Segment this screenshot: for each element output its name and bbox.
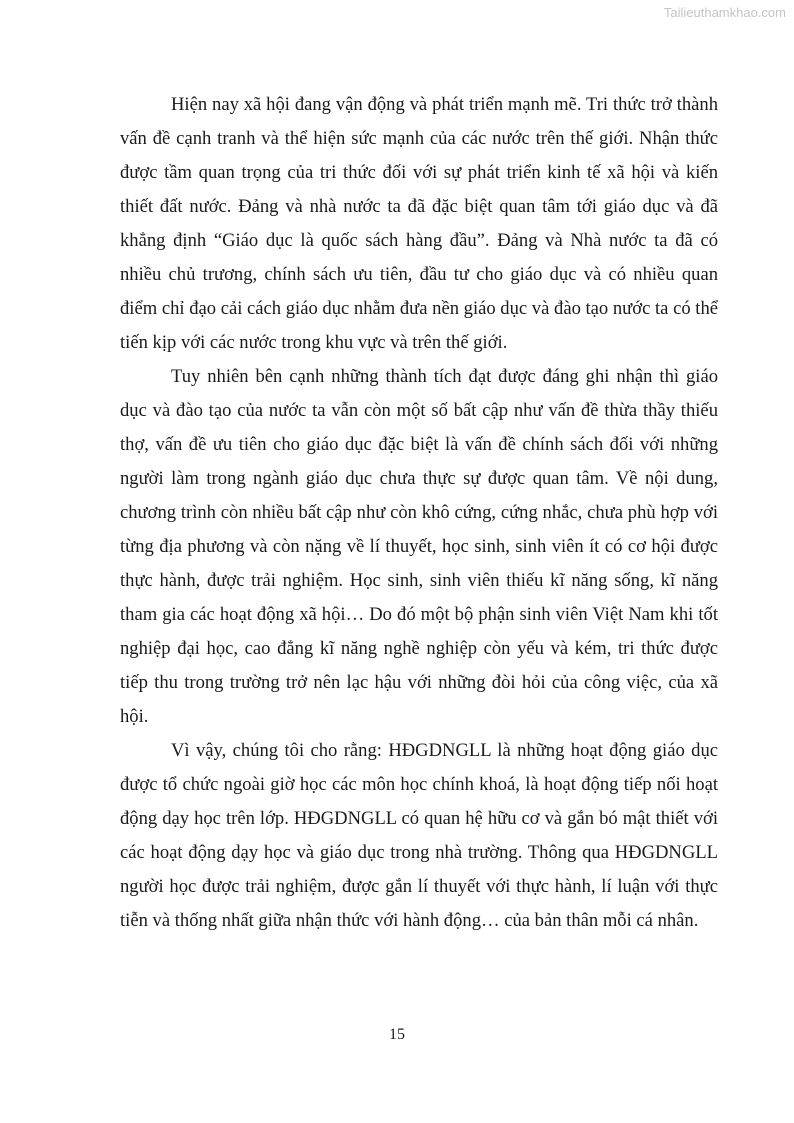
paragraph-2: Tuy nhiên bên cạnh những thành tích đạt được đáng ghi nhận thì giáo dục và đào tạo của nước ta vẫn còn một số bất cập như vấn đề thừa thầy thiếu thợ, vấn đề ưu tiên cho giáo dục đặc biệt là vấn đề chính sách đối với những người làm trong ngành giáo dục chưa thực sự được quan tâm. Về nội dung, chương trình còn nhiều bất cập như còn khô cứng, cứng nhắc, chưa phù hợp với từng địa phương và còn nặng về lí thuyết, học sinh, sinh viên ít có cơ hội được thực hành, được trải nghiệm. Học sinh, sinh viên thiếu kĩ năng sống, kĩ năng tham gia các hoạt động xã hội… Do đó một bộ phận sinh viên Việt Nam khi tốt nghiệp đại học, cao đẳng kĩ năng nghề nghiệp còn yếu và kém, tri thức được tiếp thu trong trường trở nên lạc hậu với những đòi hỏi của công việc, của xã hội. bbox=[120, 366, 718, 727]
watermark: Tailieuthamkhao.com bbox=[663, 5, 786, 20]
paragraph-3: Vì vậy, chúng tôi cho rằng: HĐGDNGLL là những hoạt động giáo dục được tổ chức ngoài giờ học các môn học chính khoá, là hoạt động tiếp nối hoạt động dạy học trên lớp. HĐGDNGLL có quan hệ hữu cơ và gắn bó mật thiết với các hoạt động dạy học và giáo dục trong nhà trường. Thông qua HĐGDNGLL người học được trải nghiệm, được gắn lí thuyết với thực hành, lí luận với thực tiễn và thống nhất giữa nhận thức với hành động… của bản thân mỗi cá nhân. bbox=[120, 740, 718, 931]
paragraph-1: Hiện nay xã hội đang vận động và phát triển mạnh mẽ. Tri thức trở thành vấn đề cạnh tranh và thể hiện sức mạnh của các nước trên thế giới. Nhận thức được tầm quan trọng của tri thức đối với sự phát triển kinh tế xã hội và kiến thiết đất nước. Đảng và nhà nước ta đã đặc biệt quan tâm tới giáo dục và đã khẳng định “Giáo dục là quốc sách hàng đầu”. Đảng và Nhà nước ta đã có nhiều chủ trương, chính sách ưu tiên, đầu tư cho giáo dục và có nhiều quan điểm chỉ đạo cải cách giáo dục nhằm đưa nền giáo dục và đào tạo nước ta có thể tiến kịp với các nước trong khu vực và trên thế giới. bbox=[120, 94, 718, 353]
page-number: 15 bbox=[389, 1026, 405, 1043]
body-text bbox=[120, 88, 718, 938]
